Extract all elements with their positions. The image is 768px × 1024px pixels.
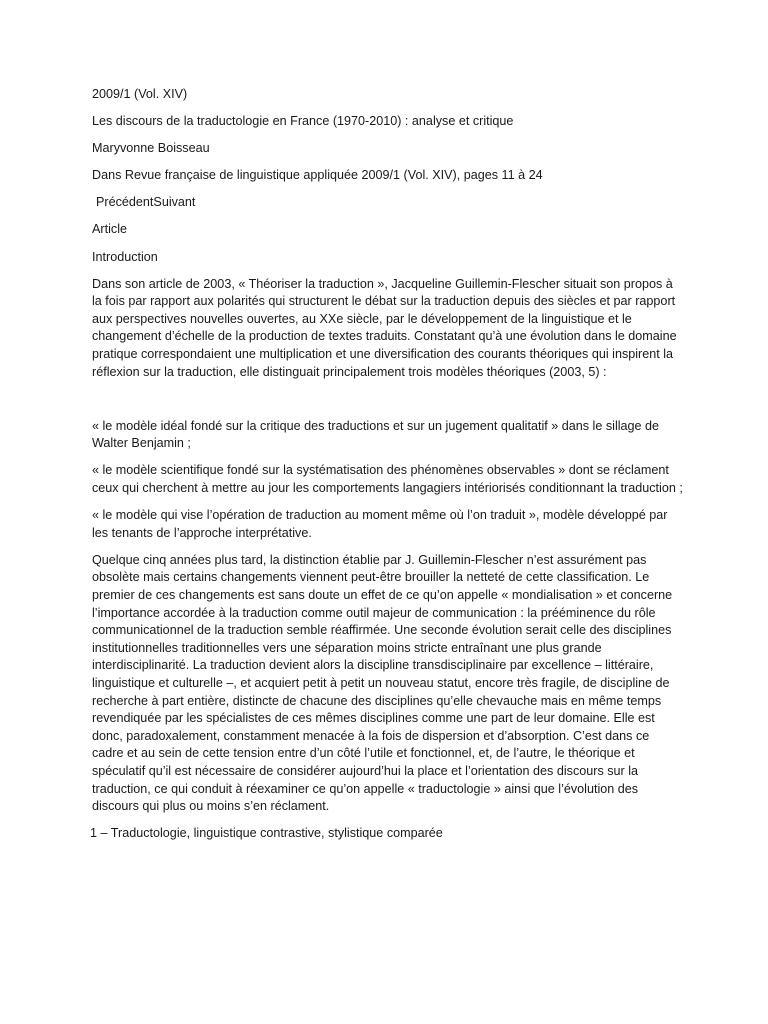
body-paragraph: Quelque cinq années plus tard, la distinction établie par J. Guillemin-Flescher n’est assurément pas obsolète mais certains changements viennent peut-être brouiller la netteté de cette classification. Le premier de ces changements est sans doute un effet de ce qu’on appelle « mondialisation » et concerne l’importance accordée à la traduction comme outil majeur de communication : la prééminence du rôle communicationnel de la traduction semble réaffirmée. Une seconde évolution serait celle des disciplines institutionnelles traditionnelles vers une séparation moins stricte entraînant une plus grande interdisciplinarité. La traduction devient alors la discipline transdisciplinaire par excellence – littéraire, linguistique et culturelle –, et acquiert petit à petit un nouveau statut, encore très fragile, de discipline de recherche à part entière, distincte de chacune des disciplines qu’elle chevauche mais en même temps revendiquée par les spécialistes de ces mêmes disciplines comme une part de leur domaine. Elle est donc, paradoxalement, constamment menacée à la fois de dispersion et d’absorption. C’est dans ce cadre et au sein de cette tension entre d’un côté l’utile et fonctionnel, et, de l’autre, le théorique et spéculatif qu’il est nécessaire de considérer aujourd’hui la place et l’orientation des discours sur la traduction, ce qui conduit à réexaminer ce qu’on appelle « traductologie » ainsi que l’évolution des discours qui plus ou moins s’en réclament. (92, 552, 673, 814)
author-name: Maryvonne Boisseau (92, 141, 210, 156)
quote-item: « le modèle idéal fondé sur la critique des traductions et sur un jugement qualitatif » dans le sillage de Walter Benjamin ; (92, 418, 660, 451)
quote-item: « le modèle scientifique fondé sur la systématisation des phénomènes observables » dont se réclament ceux qui cherchent à mettre au jour les comportements langagiers intériorisés conditionnant la traduction ; (92, 463, 683, 495)
document-page (92, 86, 684, 852)
article-title: Les discours de la traductologie en France (1970-2010) : analyse et critique (92, 114, 514, 129)
section-heading: 1 – Traductologie, linguistique contrastive, stylistique comparée (90, 826, 443, 841)
introduction-heading: Introduction (92, 249, 158, 264)
spacer (92, 391, 684, 418)
source-citation: Dans Revue française de linguistique appliquée 2009/1 (Vol. XIV), pages 11 à 24 (92, 168, 543, 183)
next-link[interactable]: Suivant (153, 195, 196, 210)
article-label: Article (92, 222, 127, 237)
issue-label: 2009/1 (Vol. XIV) (92, 87, 188, 101)
previous-link[interactable]: Précédent (96, 195, 154, 210)
quote-item: « le modèle qui vise l’opération de traduction au moment même où l’on traduit », modèle développé par les tenants de l’approche interprétative. (92, 508, 668, 540)
intro-paragraph: Dans son article de 2003, « Théoriser la traduction », Jacqueline Guillemin-Flescher situait son propos à la fois par rapport aux polarités qui structurent le débat sur la traduction depuis des siècles et par rapport aux perspectives nouvelles ouvertes, au XXe siècle, par le développement de la linguistique et le changement d’échelle de la production de textes traduits. Constatant qu’à une évolution dans le domaine pratique correspondaient une multiplication et une diversification des courants théoriques qui inspirent la réflexion sur la traduction, elle distinguait principalement trois modèles théoriques (2003, 5) : (92, 276, 677, 379)
article-navigation (92, 194, 684, 212)
